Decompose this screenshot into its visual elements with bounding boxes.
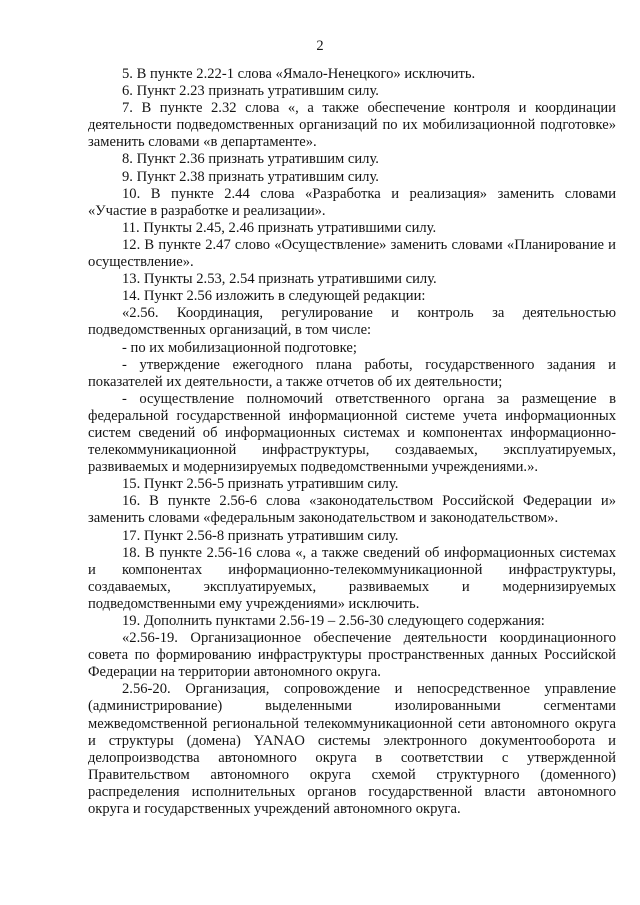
paragraph-item-19: 19. Дополнить пунктами 2.56-19 – 2.56-30 следующего содержания: — [122, 613, 545, 629]
paragraph-item-13: 13. Пункты 2.53, 2.54 признать утратившими силу. — [122, 271, 437, 288]
paragraph-item-17: 17. Пункт 2.56-8 признать утратившим силу. — [122, 527, 399, 544]
paragraph-item-6: 6. Пункт 2.23 признать утратившим силу. — [122, 83, 379, 100]
page-number: 2 — [316, 38, 324, 54]
paragraph-item-8: 8. Пункт 2.36 признать утратившим силу. — [122, 151, 379, 168]
clause-bullet: - утверждение ежегодного плана работы, государственного задания и показателей их деятельности, а также отчетов об их деятельности; — [88, 356, 616, 390]
paragraph-item-10: 10. В пункте 2.44 слова «Разработка и реализация» заменить словами «Участие в разработке и реализации». — [88, 185, 616, 219]
paragraph-item-16: 16. В пункте 2.56-6 слова «законодательством Российской Федерации и» заменить словами «федеральным законодательством и законодательством». — [88, 493, 616, 527]
paragraph-item-9: 9. Пункт 2.38 признать утратившим силу. — [122, 168, 379, 185]
quoted-clause-2-56-19: «2.56-19. Организационное обеспечение деятельности координационного совета по формированию инфраструктуры пространственных данных Российской Федерации на территории автономного округа. — [88, 630, 616, 681]
document-body — [88, 66, 616, 818]
quoted-clause-2-56: «2.56. Координация, регулирование и контроль за деятельностью подведомственных организаций, в том числе: — [88, 305, 616, 339]
paragraph-item-15: 15. Пункт 2.56-5 признать утратившим силу. — [122, 476, 399, 493]
paragraph-item-12: 12. В пункте 2.47 слово «Осуществление» заменить словами «Планирование и осуществление». — [88, 236, 616, 271]
paragraph-item-11: 11. Пункты 2.45, 2.46 признать утратившими силу. — [122, 219, 437, 236]
paragraph-item-7: 7. В пункте 2.32 слова «, а также обеспечение контроля и координации деятельности подведомственных организаций по их мобилизационной подготовке» заменить словами «в департаменте». — [88, 100, 616, 151]
paragraph-item-5: 5. В пункте 2.22-1 слова «Ямало-Ненецкого» исключить. — [122, 66, 476, 82]
paragraph-item-14: 14. Пункт 2.56 изложить в следующей редакции: — [122, 288, 426, 305]
paragraph-item-18: 18. В пункте 2.56-16 слова «, а также сведений об информационных системах и компонентах информационно-телекоммуникационной инфраструктуры, создаваемых, эксплуатируемых, развиваемых и модернизируемых подведомственными ему учреждениями» исключить. — [88, 544, 616, 612]
clause-2-56-20: 2.56-20. Организация, сопровождение и непосредственное управление (администрирование) выделенными изолированными сегментами межведомственной региональной телекоммуникационной сети автономного округа и структуры (домена) YANAO системы электронного документооборота и делопроизводства автономного округа в соответствии с утвержденной Правительством автономного округа схемой структурного (доменного) распределения исполнительных органов государственной власти автономного округа и государственных учреждений автономного округа. — [88, 681, 616, 818]
clause-bullet: - осуществление полномочий ответственного органа за размещение в федеральной государственной информационной системе учета информационных систем сведений об информационных системах и компонентах информационно-телекоммуникационной инфраструктуры, создаваемых, эксплуатируемых, развиваемых и модернизируемых подведомственными учреждениями.». — [88, 390, 616, 476]
clause-bullet: - по их мобилизационной подготовке; — [122, 339, 357, 356]
